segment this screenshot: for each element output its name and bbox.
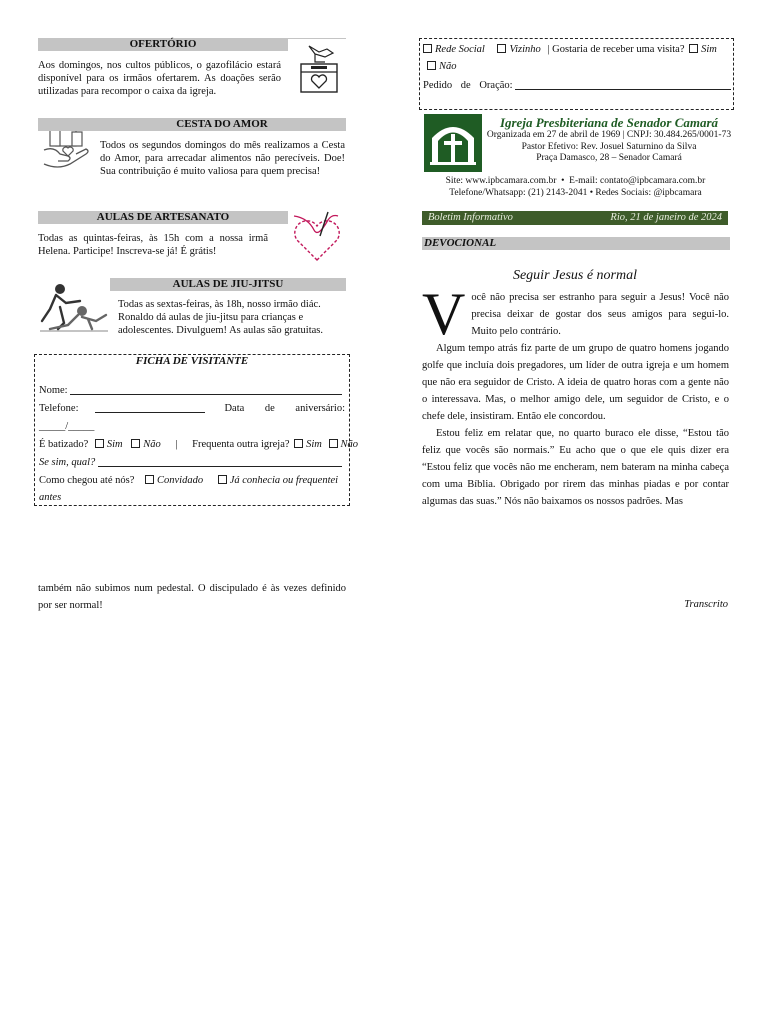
visita-sim-checkbox[interactable]	[689, 44, 698, 53]
devocional-body	[422, 281, 729, 510]
stitched-heart-icon	[290, 210, 344, 266]
nome-label: Nome:	[39, 385, 68, 396]
pedido-label: Pedido de Oração:	[423, 80, 513, 91]
church-endereco: Praça Damasco, 28 – Senador Camará	[536, 153, 682, 163]
separator: |	[175, 439, 178, 450]
frequenta-sim-label: Sim	[306, 439, 322, 450]
nome-field[interactable]	[70, 394, 342, 395]
devocional-dropcap: V	[422, 281, 466, 347]
aniversario-label: Data de aniversário:	[224, 403, 345, 414]
form-row-se-sim	[39, 454, 345, 472]
church-pastor: Pastor Efetivo: Rev. Josuel Saturnino da Silva	[521, 141, 697, 152]
banner-left: Boletim Informativo	[428, 212, 513, 223]
contact-form	[419, 38, 734, 110]
devocional-header: DEVOCIONAL	[422, 237, 730, 250]
church-logo-icon	[424, 114, 482, 172]
visita-nao-label: Não	[439, 61, 457, 72]
artesanato-text: Todas as quintas-feiras, às 15h com a nossa irmã Helena. Participe! Inscreva-se já! É grátis!	[38, 233, 268, 257]
offering-box-icon	[295, 42, 343, 96]
ofertorio-header-rule	[288, 38, 346, 39]
visitor-form-title: FICHA DE VISITANTE	[135, 355, 249, 367]
devocional-credit: Transcrito	[684, 599, 728, 610]
ja-conhecia-label: Já conhecia ou frequentei antes	[39, 475, 339, 503]
devocional-continuation: também não subimos num pedestal. O discipulado é às vezes definido por ser normal!	[38, 583, 346, 611]
devocional-title: Seguir Jesus é normal	[512, 268, 638, 283]
batizado-sim-label: Sim	[106, 439, 123, 450]
cesta-text: Todos os segundos domingos do mês realizamos a Cesta do Amor, para arrecadar alimentos não perecíveis. Doe! Sua contribuição é muito valiosa para quem precisa!	[100, 140, 345, 177]
convidado-label: Convidado	[156, 475, 204, 486]
ofertorio-text: Aos domingos, nos cultos públicos, o gazofilácio estará disponível para os irmãos ofertarem. As doações serão utilizadas para recompor o caixa da igreja.	[38, 60, 281, 97]
devocional-p3: Estou feliz em relatar que, no quarto buraco ele disse, “Estou tão feliz que vocês são normais.” Eu acho que o que ele quis dizer era “Estou feliz que vocês não me encheram, nem bateram na minha cabeça com uma Bíblia. Obrigado por rirem das minhas piadas e por contar algumas das suas.” Nós não baixamos os nossos padrões. Mas	[422, 428, 729, 507]
form-row-telefone	[39, 400, 345, 418]
bulletin-banner	[422, 211, 728, 225]
church-site: Site: www.ipbcamara.com.br • E-mail: contato@ipbcamara.com.br	[445, 176, 706, 186]
jiujitsu-header: AULAS DE JIU-JITSU	[110, 278, 346, 291]
ja-conhecia-checkbox[interactable]	[218, 475, 227, 484]
church-contacts	[419, 175, 732, 199]
se-sim-label: Se sim, qual?	[39, 457, 96, 468]
frequenta-label: Frequenta outra igreja?	[192, 439, 290, 450]
cesta-header: CESTA DO AMOR	[38, 118, 346, 131]
form-row-nome	[39, 382, 345, 400]
vizinho-label: Vizinho	[509, 44, 541, 55]
ofertorio-header: OFERTÓRIO	[38, 38, 288, 51]
form-row-como-chegou	[39, 472, 345, 506]
jiujitsu-fighters-icon	[38, 281, 110, 333]
rede-social-checkbox[interactable]	[423, 44, 432, 53]
vizinho-checkbox[interactable]	[497, 44, 506, 53]
frequenta-nao-label: Não	[340, 439, 359, 450]
artesanato-header: AULAS DE ARTESANATO	[38, 211, 288, 224]
church-name: Igreja Presbiteriana de Senador Camará	[499, 115, 719, 130]
se-sim-field[interactable]	[98, 466, 342, 467]
banner-date: Rio, 21 de janeiro de 2024	[610, 212, 722, 223]
visitor-form	[34, 354, 359, 506]
jiujitsu-text: Todas as sextas-feiras, às 18h, nosso irmão diác. Ronaldo dá aulas de jiu-jitsu para crianças e adolescentes. Divulguem! As aulas são gratuitas.	[118, 299, 323, 336]
devocional-p2: Algum tempo atrás fiz parte de um grupo de quatro homens jogando golfe que incluía dois pregadores, um líder de outra igreja e um homem que não era seguidor de Cristo. A ideia de quatro horas com a gente não o interessava. Mas, o melhor amigo dele, um seguidor de Cristo, e o chefe dele, insistiram. Então ele concordou.	[422, 343, 729, 422]
devocional-p1: ocê não precisa ser estranho para seguir a Jesus! Você não precisa deixar de gostar dos seus amigos para segui-lo. Muito pelo contrário.	[471, 292, 729, 337]
frequenta-sim-checkbox[interactable]	[294, 439, 303, 448]
visita-sim-label: Sim	[701, 44, 717, 55]
aniversario-field[interactable]: _____/_____	[39, 421, 95, 432]
church-details	[486, 130, 732, 165]
visita-nao-checkbox[interactable]	[427, 61, 436, 70]
batizado-nao-checkbox[interactable]	[131, 439, 140, 448]
batizado-label: É batizado?	[39, 439, 89, 450]
batizado-nao-label: Não	[143, 439, 161, 450]
church-telefone: Telefone/Whatsapp: (21) 2143-2041 • Redes Sociais: @ipbcamara	[449, 188, 702, 198]
batizado-sim-checkbox[interactable]	[95, 439, 104, 448]
pedido-field[interactable]	[515, 89, 731, 90]
como-chegou-label: Como chegou até nós?	[39, 475, 135, 486]
convidado-checkbox[interactable]	[145, 475, 154, 484]
rede-social-label: Rede Social	[435, 44, 485, 55]
telefone-field[interactable]	[95, 412, 205, 413]
form-row-batizado	[39, 436, 359, 454]
telefone-label: Telefone:	[39, 403, 79, 414]
contact-row-pedido	[423, 77, 729, 94]
contact-row-1	[423, 41, 729, 75]
church-organizada: Organizada em 27 de abril de 1969 | CNPJ: 30.484.265/0001-73	[486, 130, 732, 140]
visita-label: | Gostaria de receber uma visita?	[547, 44, 685, 55]
frequenta-nao-checkbox[interactable]	[329, 439, 338, 448]
